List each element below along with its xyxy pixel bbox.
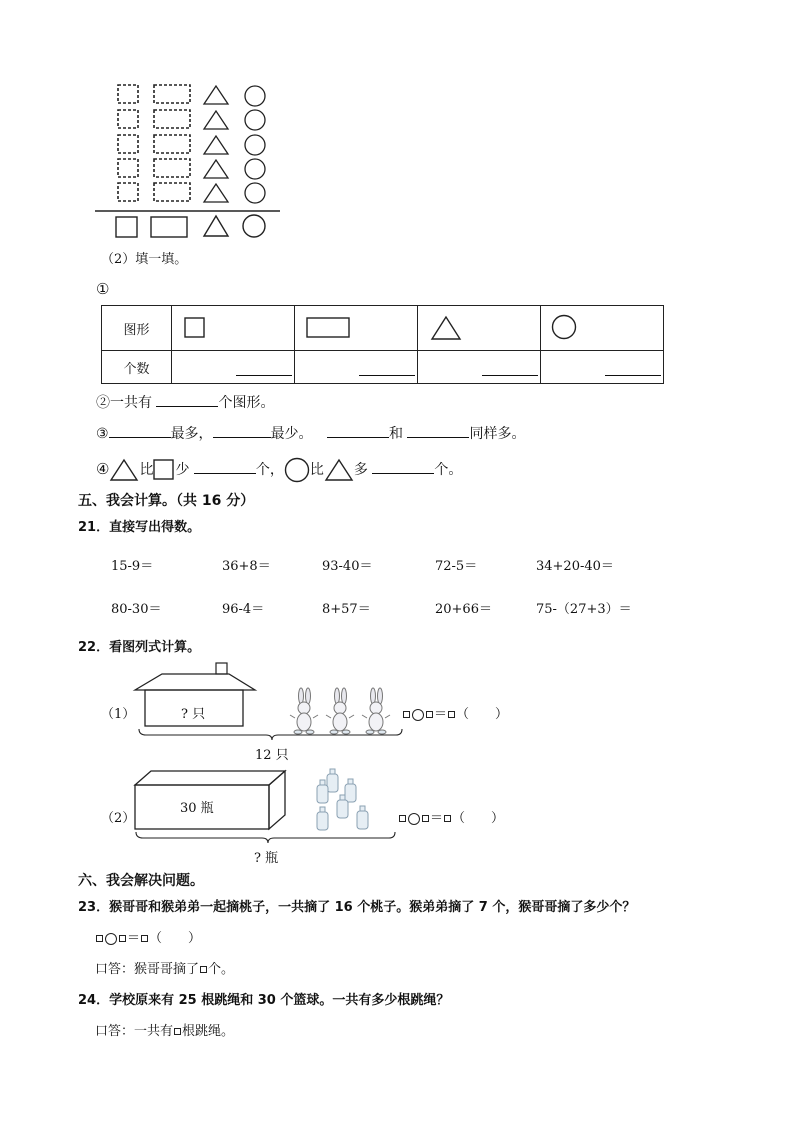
q4-text-2: 少 — [175, 462, 190, 478]
q23-answer-b: 个。 — [208, 962, 235, 977]
answer-box[interactable] — [403, 711, 410, 718]
section5-heading: 五、我会计算。（共 16 分） — [78, 493, 255, 509]
p2-tail[interactable]: （ ） — [452, 811, 505, 826]
triangle-icon — [109, 458, 139, 482]
calc-item: 20+66＝ — [435, 602, 492, 617]
rectangle-icon — [151, 217, 187, 237]
q24-answer-a: 口答：一共有 — [95, 1024, 174, 1039]
q23-tail[interactable]: （ ） — [149, 931, 202, 946]
answer-box[interactable] — [422, 815, 429, 822]
circle-icon — [284, 457, 310, 483]
count-cell-circle[interactable] — [541, 351, 664, 384]
q23-equation: ＝ （ ） — [95, 927, 201, 946]
bottle-icon — [327, 769, 338, 792]
circle-icon — [551, 314, 579, 342]
section6-heading: 六、我会解决问题。 — [78, 873, 204, 889]
q3-line — [96, 423, 525, 443]
answer-blank[interactable] — [194, 459, 256, 474]
p2-brace — [135, 831, 405, 845]
part2-title: （2）填一填。 — [101, 252, 188, 267]
operator-circle[interactable] — [412, 709, 424, 721]
q2-suffix: 个图形。 — [218, 395, 275, 411]
q2-prefix: ②一共有 — [96, 395, 152, 411]
calc-item: 75-（27+3）＝ — [536, 602, 632, 617]
count-cell-rectangle[interactable] — [295, 351, 418, 384]
q4-marker: ④ — [96, 460, 110, 478]
q4-text-1: 比 — [139, 462, 154, 478]
q4-line — [96, 455, 462, 483]
bottle-icon — [357, 806, 368, 829]
shapes-figure — [95, 80, 295, 245]
calc-item: 80-30＝ — [111, 602, 162, 617]
q4-text-4: 比 — [309, 462, 324, 478]
operator-circle[interactable] — [408, 813, 420, 825]
answer-blank[interactable] — [407, 425, 469, 438]
answer-box[interactable] — [444, 815, 451, 822]
p1-label: （1） — [101, 707, 136, 722]
answer-blank[interactable] — [482, 375, 538, 376]
answer-blank[interactable] — [605, 375, 661, 376]
q24-answer — [95, 1020, 234, 1039]
answer-box[interactable] — [448, 711, 455, 718]
calc-item: 72-5＝ — [435, 559, 478, 574]
answer-box[interactable] — [119, 935, 126, 942]
house-label: ? 只 — [181, 707, 206, 722]
answer-box[interactable] — [200, 966, 207, 973]
circle-icon — [243, 215, 265, 237]
p2-label: （2） — [101, 811, 136, 826]
answer-blank[interactable] — [109, 425, 171, 438]
q4-text-6: 个。 — [434, 462, 463, 478]
q1-marker: ① — [96, 280, 110, 298]
solid-shapes-row — [116, 215, 265, 237]
answer-box[interactable] — [96, 935, 103, 942]
dashed-shapes-grid — [118, 85, 190, 201]
p1-tail[interactable]: （ ） — [456, 707, 509, 722]
calc-item: 96-4＝ — [222, 602, 265, 617]
q22-title: 22．看图列式计算。 — [78, 640, 201, 655]
rectangle-icon — [306, 317, 352, 339]
q3-text-3: 和 — [389, 426, 404, 442]
p1-total: 12 只 — [255, 748, 289, 763]
bottle-icons — [314, 768, 374, 832]
count-cell-triangle[interactable] — [418, 351, 541, 384]
calc-item: 15-9＝ — [111, 559, 154, 574]
q3-text-4: 同样多。 — [469, 426, 526, 442]
square-icon — [116, 217, 137, 237]
p2-equation: ＝ （ ） — [398, 807, 504, 826]
answer-box[interactable] — [399, 815, 406, 822]
q3-text-1: 最多， — [170, 426, 213, 442]
p1-brace — [138, 728, 408, 742]
shape-count-table — [101, 305, 664, 384]
answer-box[interactable] — [174, 1028, 181, 1035]
triangle-icon — [430, 315, 464, 341]
table-label-count: 个数 — [102, 351, 172, 384]
answer-box[interactable] — [141, 935, 148, 942]
p2-total: ? 瓶 — [254, 851, 279, 866]
calc-item: 36+8＝ — [222, 559, 271, 574]
q3-marker: ③ — [96, 426, 109, 442]
answer-blank[interactable] — [156, 394, 218, 407]
bottle-icon — [345, 779, 356, 802]
calc-item: 34+20-40＝ — [536, 559, 614, 574]
triangle-column — [204, 86, 228, 202]
p1-equation: ＝ （ ） — [402, 703, 508, 722]
q24-text: 24．学校原来有 25 根跳绳和 30 个篮球。一共有多少根跳绳？ — [78, 993, 450, 1008]
count-cell-square[interactable] — [172, 351, 295, 384]
answer-blank[interactable] — [372, 459, 434, 474]
square-icon — [153, 459, 175, 481]
triangle-icon — [204, 216, 228, 236]
q23-answer-a: 口答：猴哥哥摘了 — [95, 962, 200, 977]
q3-text-2: 最少。 — [270, 426, 313, 442]
answer-blank[interactable] — [327, 425, 389, 438]
operator-circle[interactable] — [105, 933, 117, 945]
q2-line — [96, 392, 274, 412]
table-label-shape: 图形 — [102, 306, 172, 351]
answer-blank[interactable] — [236, 375, 292, 376]
q21-title: 21．直接写出得数。 — [78, 520, 201, 535]
q23-text: 23．猴哥哥和猴弟弟一起摘桃子，一共摘了 16 个桃子。猴弟弟摘了 7 个，猴哥哥摘了多少个？ — [78, 900, 636, 915]
calc-item: 93-40＝ — [322, 559, 373, 574]
bottle-icon — [317, 780, 328, 803]
answer-blank[interactable] — [359, 375, 415, 376]
triangle-icon — [324, 458, 354, 482]
square-icon — [184, 317, 206, 339]
calc-item: 8+57＝ — [322, 602, 371, 617]
q23-answer — [95, 958, 234, 977]
bottle-icon — [317, 807, 328, 830]
answer-blank[interactable] — [213, 425, 271, 438]
answer-box[interactable] — [426, 711, 433, 718]
box-label: 30 瓶 — [180, 801, 214, 816]
q24-answer-b: 根跳绳。 — [182, 1024, 235, 1039]
q4-text-5: 多 — [353, 462, 368, 478]
q4-text-3: 个， — [255, 462, 284, 478]
circle-column — [245, 86, 265, 203]
